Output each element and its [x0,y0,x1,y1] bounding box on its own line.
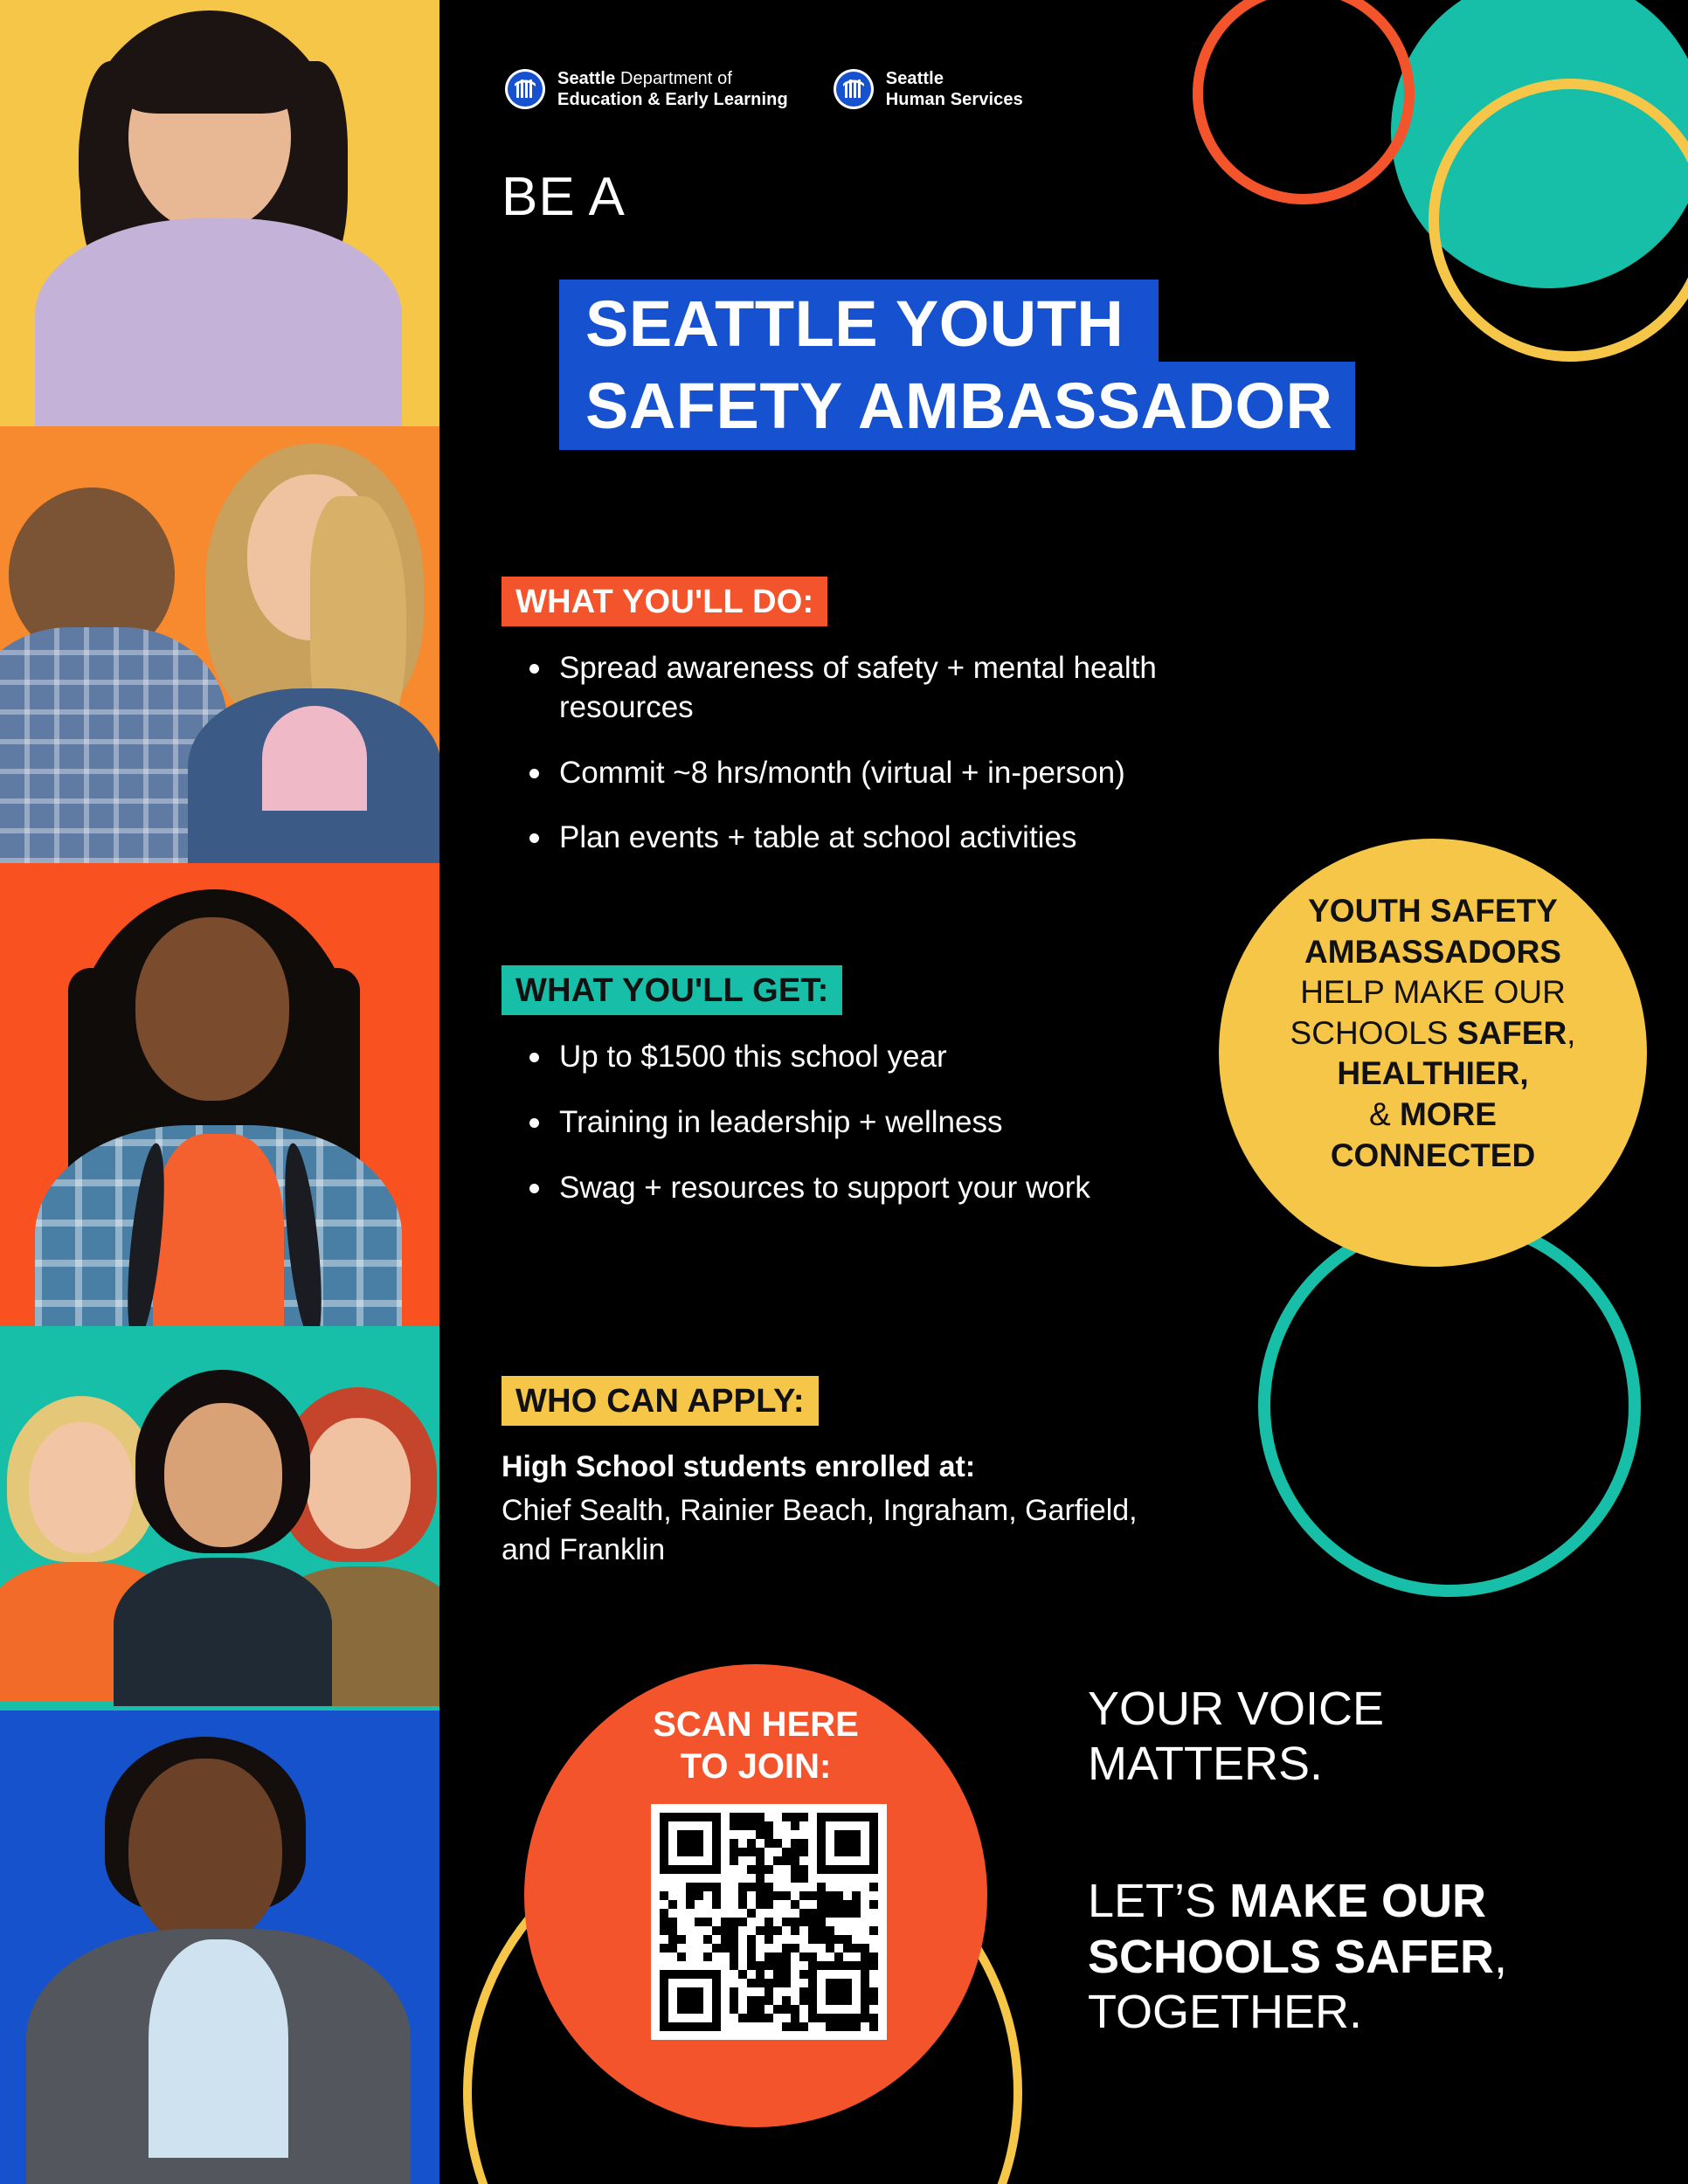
closing-voice-line2: MATTERS. [1088,1737,1323,1790]
logo-hs-text [886,68,1023,111]
section-heading-get: WHAT YOU'LL GET: [502,965,842,1015]
photo-students-4 [0,1326,439,1711]
badge-line-6b: MORE [1399,1096,1497,1133]
scan-label [568,1704,944,1787]
logo-seattle-human-services [834,68,1023,111]
badge-line-2: AMBASSADORS [1304,933,1561,970]
logo-deel-line2: Department of [619,69,732,88]
logo-seattle-deel [505,68,788,111]
logo-hs-line1: Seattle [885,69,944,88]
logo-deel-line3: Education & Early Learning [557,90,788,110]
list-item: Spread awareness of safety + mental health resources [502,649,1249,728]
closing-lets-comma: , [1494,1930,1508,1983]
badge-line-5: HEALTHIER, [1337,1055,1529,1092]
who-schools-list: Chief Sealth, Rainier Beach, Ingraham, Garfield, and Franklin [502,1494,1138,1566]
section-heading-who: WHO CAN APPLY: [502,1376,819,1426]
badge-line-3: HELP MAKE OUR [1300,974,1566,1011]
badge-line-1: YOUTH SAFETY [1308,893,1558,929]
list-item: Swag + resources to support your work [502,1169,1090,1208]
list-item: Up to $1500 this school year [502,1038,1090,1077]
decorative-ring-yellow [1429,79,1688,362]
badge-line-4a: SCHOOLS [1290,1014,1457,1051]
list-do [502,649,1249,858]
closing-voice [1088,1682,1629,1791]
decorative-ring-teal [1258,1214,1641,1597]
title-line-2: SAFETY AMBASSADOR [559,362,1355,449]
scan-label-line2: TO JOIN: [680,1747,832,1786]
list-item: Plan events + table at school activities [502,819,1249,858]
section-what-youll-get [502,965,1090,1234]
logo-hs-line2: Human Services [885,90,1023,110]
logo-deel-text [557,68,788,111]
qr-code[interactable] [651,1804,887,2040]
section-what-youll-do [502,577,1249,884]
logo-deel-line1: Seattle [557,69,616,88]
photo-students-2 [0,426,439,863]
who-lead-text: High School students enrolled at: [502,1450,976,1483]
headline-eyebrow: BE A [502,167,626,227]
section-who-can-apply [502,1376,1192,1570]
closing-lets-prefix: LET’S [1088,1875,1230,1927]
list-item: Training in leadership + wellness [502,1103,1090,1143]
logo-row [505,68,1023,111]
seattle-city-logo-icon [834,69,874,109]
badge-line-4b: SAFER [1456,1014,1567,1051]
list-get [502,1038,1090,1207]
photo-student-1 [0,0,439,426]
closing-lets [1088,1874,1647,2041]
photo-student-3 [0,863,439,1326]
title-line-1: SEATTLE YOUTH [559,280,1159,367]
closing-lets-line3: TOGETHER. [1088,1986,1363,2039]
badge-line-7: CONNECTED [1330,1137,1536,1173]
closing-voice-line1: YOUR VOICE [1088,1683,1385,1735]
seattle-city-logo-icon [505,69,545,109]
badge-line-6a: & [1369,1096,1400,1133]
closing-lets-bold1: MAKE OUR [1229,1875,1487,1927]
photo-strip [0,0,439,2184]
section-heading-do: WHAT YOU'LL DO: [502,577,827,626]
closing-lets-bold2: SCHOOLS SAFER [1088,1930,1495,1983]
list-item: Commit ~8 hrs/month (virtual + in-person) [502,754,1249,793]
scan-label-line1: SCAN HERE [653,1705,859,1744]
decorative-ring-red [1193,0,1415,204]
headline-title [559,280,1355,450]
badge-line-4c: , [1567,1014,1576,1051]
photo-student-5 [0,1711,439,2184]
badge-statement [1232,891,1634,1176]
